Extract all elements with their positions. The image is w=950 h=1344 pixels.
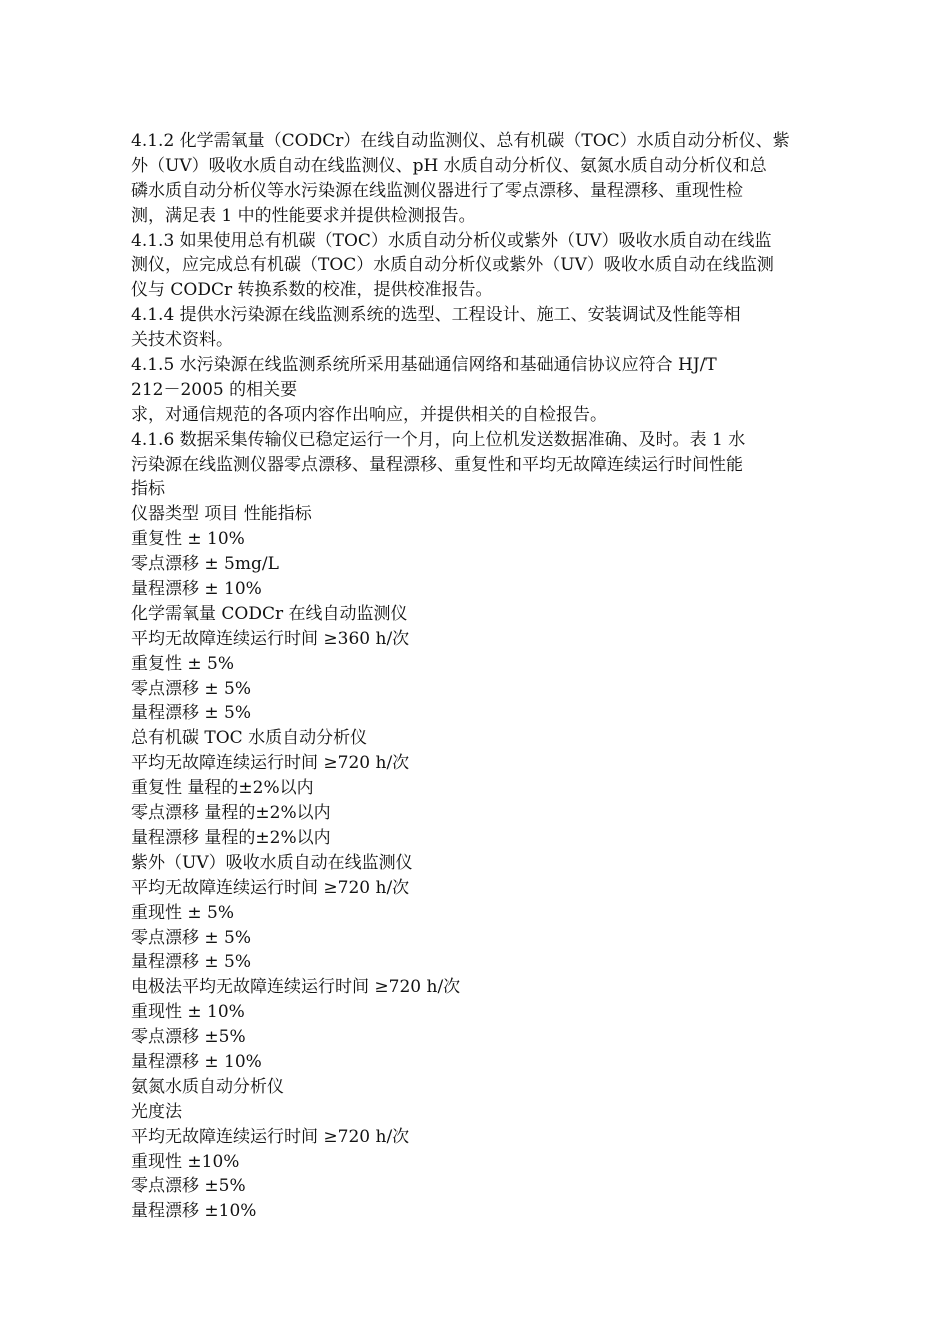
- table-line: 重复性 量程的±2%以内: [131, 778, 314, 799]
- table-line: 量程漂移 ± 5%: [131, 703, 252, 724]
- text-line: 212－2005 的相关要: [131, 379, 298, 400]
- text-line: 4.1.2 化学需氧量（CODCr）在线自动监测仪、总有机碳（TOC）水质自动分析仪、紫: [131, 131, 790, 151]
- instrument-name-line: 氨氮水质自动分析仪: [131, 1076, 284, 1097]
- table-line: 量程漂移 量程的±2%以内: [131, 827, 331, 848]
- text-line: 4.1.6 数据采集传输仪已稳定运行一个月，向上位机发送数据准确、及时。表 1 水: [131, 429, 746, 450]
- text-line: 求，对通信规范的各项内容作出响应，并提供相关的自检报告。: [131, 404, 607, 425]
- text-line: 测，满足表 1 中的性能要求并提供检测报告。: [131, 205, 476, 226]
- table-line: 零点漂移 ± 5%: [131, 927, 252, 948]
- text-line: 测仪，应完成总有机碳（TOC）水质自动分析仪或紫外（UV）吸收水质自动在线监测: [131, 255, 774, 276]
- text-line: 污染源在线监测仪器零点漂移、量程漂移、重复性和平均无故障连续运行时间性能: [131, 454, 743, 475]
- table-line: 平均无故障连续运行时间 ≥360 h/次: [131, 628, 410, 649]
- table-line: 零点漂移 量程的±2%以内: [131, 803, 331, 824]
- text-line: 外（UV）吸收水质自动在线监测仪、pH 水质自动分析仪、氨氮水质自动分析仪和总: [131, 155, 767, 176]
- table-line: 量程漂移 ± 5%: [131, 952, 252, 973]
- table-line: 量程漂移 ±10%: [131, 1201, 257, 1222]
- table-line: 重复性 ± 5%: [131, 653, 235, 674]
- table-line: 电极法平均无故障连续运行时间 ≥720 h/次: [131, 977, 461, 998]
- table-header-line: 仪器类型 项目 性能指标: [131, 504, 312, 525]
- table-line: 重现性 ±10%: [131, 1151, 240, 1172]
- text-line: 4.1.3 如果使用总有机碳（TOC）水质自动分析仪或紫外（UV）吸收水质自动在线监: [131, 230, 772, 251]
- table-line: 平均无故障连续运行时间 ≥720 h/次: [131, 1126, 410, 1147]
- table-line: 重现性 ± 5%: [131, 902, 235, 923]
- table-line: 重复性 ± 10%: [131, 529, 245, 550]
- table-line: 重现性 ± 10%: [131, 1002, 245, 1023]
- text-line: 指标: [131, 479, 165, 500]
- table-line: 零点漂移 ± 5mg/L: [131, 554, 279, 575]
- text-line: 磷水质自动分析仪等水污染源在线监测仪器进行了零点漂移、量程漂移、重现性检: [131, 180, 743, 201]
- table-line: 平均无故障连续运行时间 ≥720 h/次: [131, 877, 410, 898]
- table-line: 量程漂移 ± 10%: [131, 579, 262, 600]
- text-line: 仪与 CODCr 转换系数的校准，提供校准报告。: [131, 280, 493, 301]
- table-line: 零点漂移 ±5%: [131, 1176, 246, 1197]
- table-line: 量程漂移 ± 10%: [131, 1051, 262, 1072]
- method-line: 光度法: [131, 1101, 182, 1122]
- text-line: 4.1.5 水污染源在线监测系统所采用基础通信网络和基础通信协议应符合 HJ/T: [131, 355, 717, 376]
- document-body: [131, 129, 821, 1224]
- table-line: 平均无故障连续运行时间 ≥720 h/次: [131, 753, 410, 774]
- text-line: 关技术资料。: [131, 330, 233, 351]
- instrument-name-line: 化学需氧量 CODCr 在线自动监测仪: [131, 603, 408, 624]
- table-line: 零点漂移 ± 5%: [131, 678, 252, 699]
- table-line: 零点漂移 ±5%: [131, 1027, 246, 1048]
- instrument-name-line: 总有机碳 TOC 水质自动分析仪: [131, 728, 368, 749]
- instrument-name-line: 紫外（UV）吸收水质自动在线监测仪: [131, 852, 413, 873]
- text-line: 4.1.4 提供水污染源在线监测系统的选型、工程设计、施工、安装调试及性能等相: [131, 305, 741, 326]
